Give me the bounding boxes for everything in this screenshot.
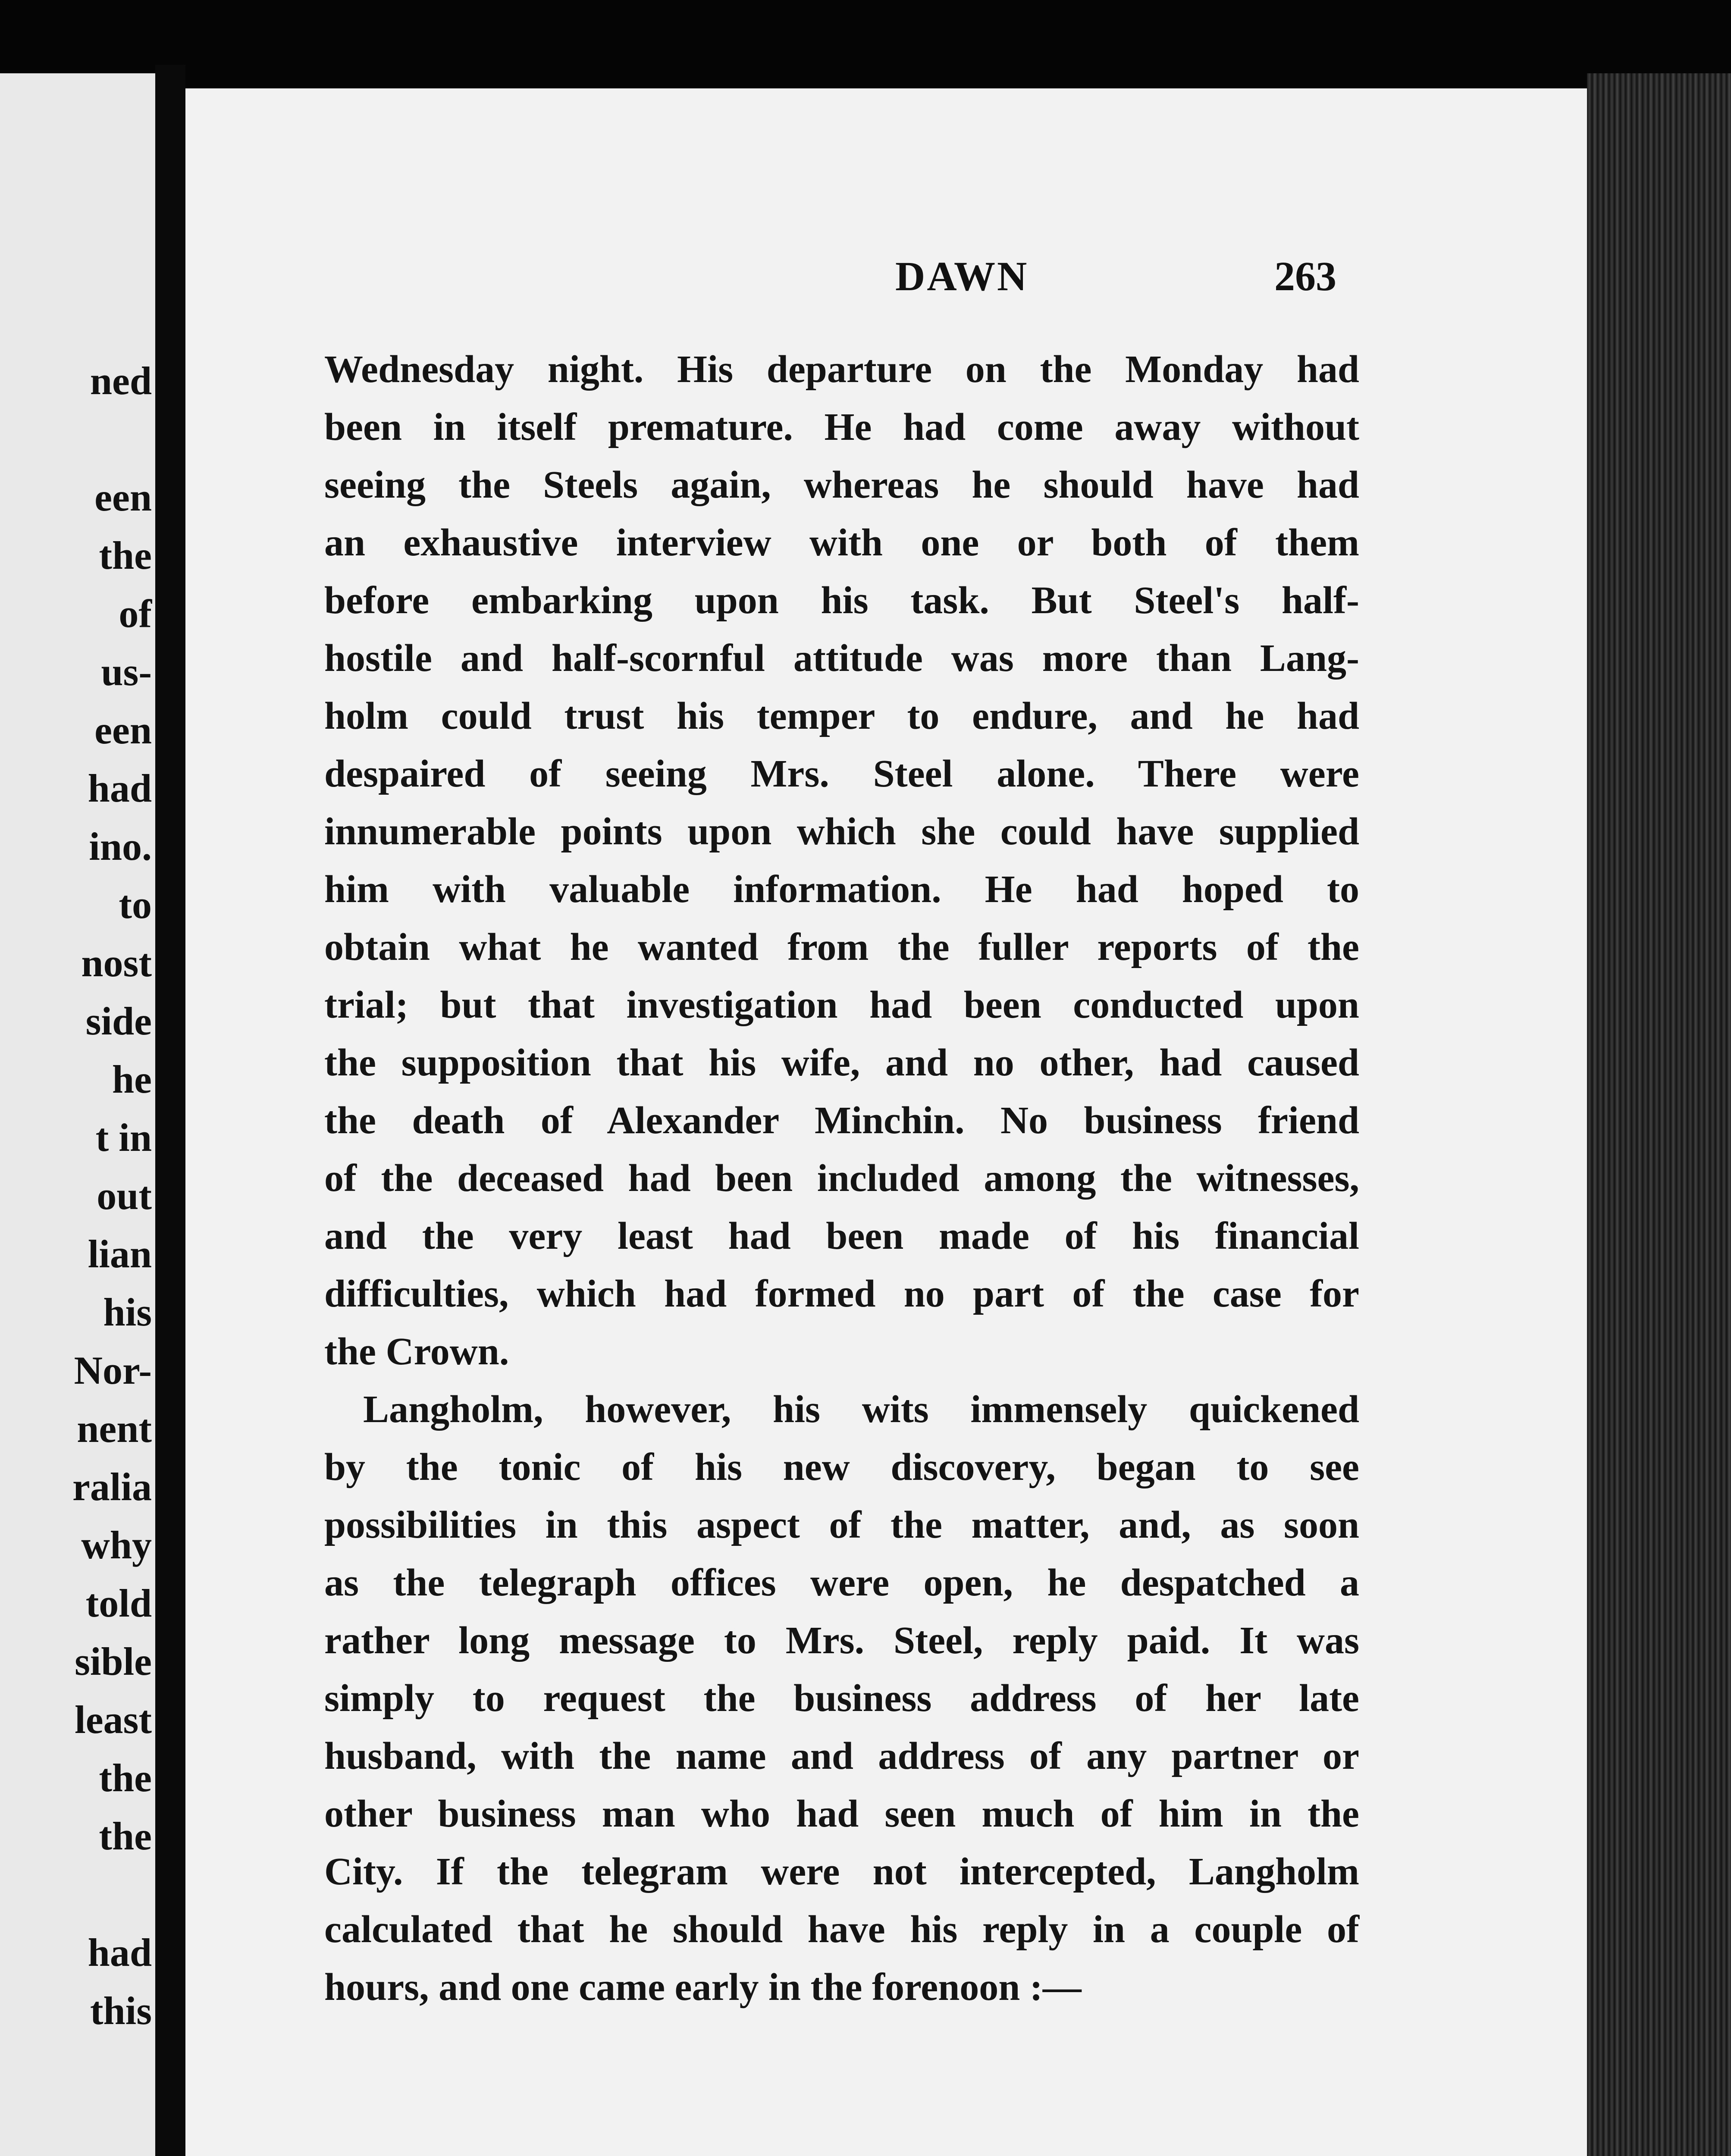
facing-page-text-fragment: sible <box>75 1639 152 1683</box>
text-line: Langholm, however, his wits immensely quickened <box>363 1388 1359 1431</box>
text-line: despaired of seeing Mrs. Steel alone. There were <box>324 752 1359 795</box>
text-line: City. If the telegram were not intercepted, Langholm <box>324 1850 1359 1893</box>
facing-page-text-fragment: told <box>85 1581 152 1625</box>
facing-page-text-fragment: the <box>99 1814 152 1858</box>
facing-page-text-fragment: ralia <box>72 1465 152 1509</box>
facing-page-text-fragment: of <box>119 592 152 636</box>
facing-page-text-fragment: he <box>112 1057 152 1101</box>
facing-page-text-fragment: why <box>81 1523 152 1567</box>
text-line: calculated that he should have his reply in a couple of <box>324 1908 1359 1951</box>
facing-page-text-fragment: the <box>99 1756 152 1800</box>
text-line: before embarking upon his task. But Steel's half- <box>324 579 1359 622</box>
facing-page-text-fragment: the <box>99 533 152 577</box>
facing-page-text-fragment: out <box>97 1174 152 1218</box>
text-line: the death of Alexander Minchin. No business friend <box>324 1099 1359 1142</box>
body-text <box>324 341 1359 2016</box>
facing-page-text-fragment: his <box>103 1290 152 1334</box>
text-line: hours, and one came early in the forenoon :— <box>324 1966 1082 2009</box>
facing-page-text-fragment: had <box>88 766 152 810</box>
text-line: as the telegraph offices were open, he despatched a <box>324 1561 1359 1604</box>
facing-page-text-fragment: Nor- <box>74 1348 152 1392</box>
text-line: husband, with the name and address of any partner or <box>324 1735 1359 1777</box>
text-line: the supposition that his wife, and no other, had caused <box>324 1041 1359 1084</box>
facing-page-text-fragment: had <box>88 1930 152 1974</box>
text-line: simply to request the business address of her late <box>324 1677 1359 1720</box>
text-line: obtain what he wanted from the fuller reports of the <box>324 926 1359 968</box>
text-line: difficulties, which had formed no part of the case for <box>324 1272 1359 1315</box>
facing-page-text-fragment: side <box>85 999 152 1043</box>
text-line: of the deceased had been included among the witnesses, <box>324 1157 1359 1200</box>
facing-page-text-fragment: lian <box>88 1232 152 1276</box>
text-line: hostile and half-scornful attitude was more than Lang- <box>324 637 1359 680</box>
facing-page-left <box>0 73 155 2156</box>
page-gutter <box>155 65 185 2156</box>
text-line: seeing the Steels again, whereas he should have had <box>324 464 1359 506</box>
facing-page-text-fragment: ino. <box>89 824 152 868</box>
facing-page-text-fragment: to <box>119 883 152 927</box>
text-line: rather long message to Mrs. Steel, reply paid. It was <box>324 1619 1359 1662</box>
facing-page-text-fragment: nost <box>81 941 152 985</box>
facing-page-text-fragment: ned <box>90 359 152 403</box>
text-line: possibilities in this aspect of the matter, and, as soon <box>324 1504 1359 1546</box>
text-line: innumerable points upon which she could have supplied <box>324 810 1359 853</box>
facing-page-text-fragment: nent <box>77 1407 152 1451</box>
facing-page-text-fragment: een <box>94 475 152 519</box>
text-line: trial; but that investigation had been conducted upon <box>324 984 1359 1026</box>
facing-page-text-fragment: us- <box>101 650 152 694</box>
facing-page-text-fragment: een <box>94 708 152 752</box>
text-line: by the tonic of his new discovery, began to see <box>324 1446 1359 1489</box>
text-line: other business man who had seen much of him in the <box>324 1792 1359 1835</box>
text-line: an exhaustive interview with one or both of them <box>324 521 1359 564</box>
facing-page-text-fragment: t in <box>95 1116 152 1159</box>
running-head: DAWN <box>895 253 1029 299</box>
text-line: him with valuable information. He had hoped to <box>324 868 1359 911</box>
text-line: the Crown. <box>324 1330 509 1373</box>
text-line: holm could trust his temper to endure, and he had <box>324 695 1359 737</box>
facing-page-text-fragment: this <box>90 1989 152 2033</box>
page-edge-right <box>1587 73 1731 2156</box>
text-line: been in itself premature. He had come away without <box>324 406 1359 448</box>
page-number: 263 <box>1274 253 1336 299</box>
text-line: Wednesday night. His departure on the Monday had <box>324 348 1359 391</box>
facing-page-text-fragment: least <box>75 1698 152 1742</box>
text-line: and the very least had been made of his financial <box>324 1215 1359 1257</box>
